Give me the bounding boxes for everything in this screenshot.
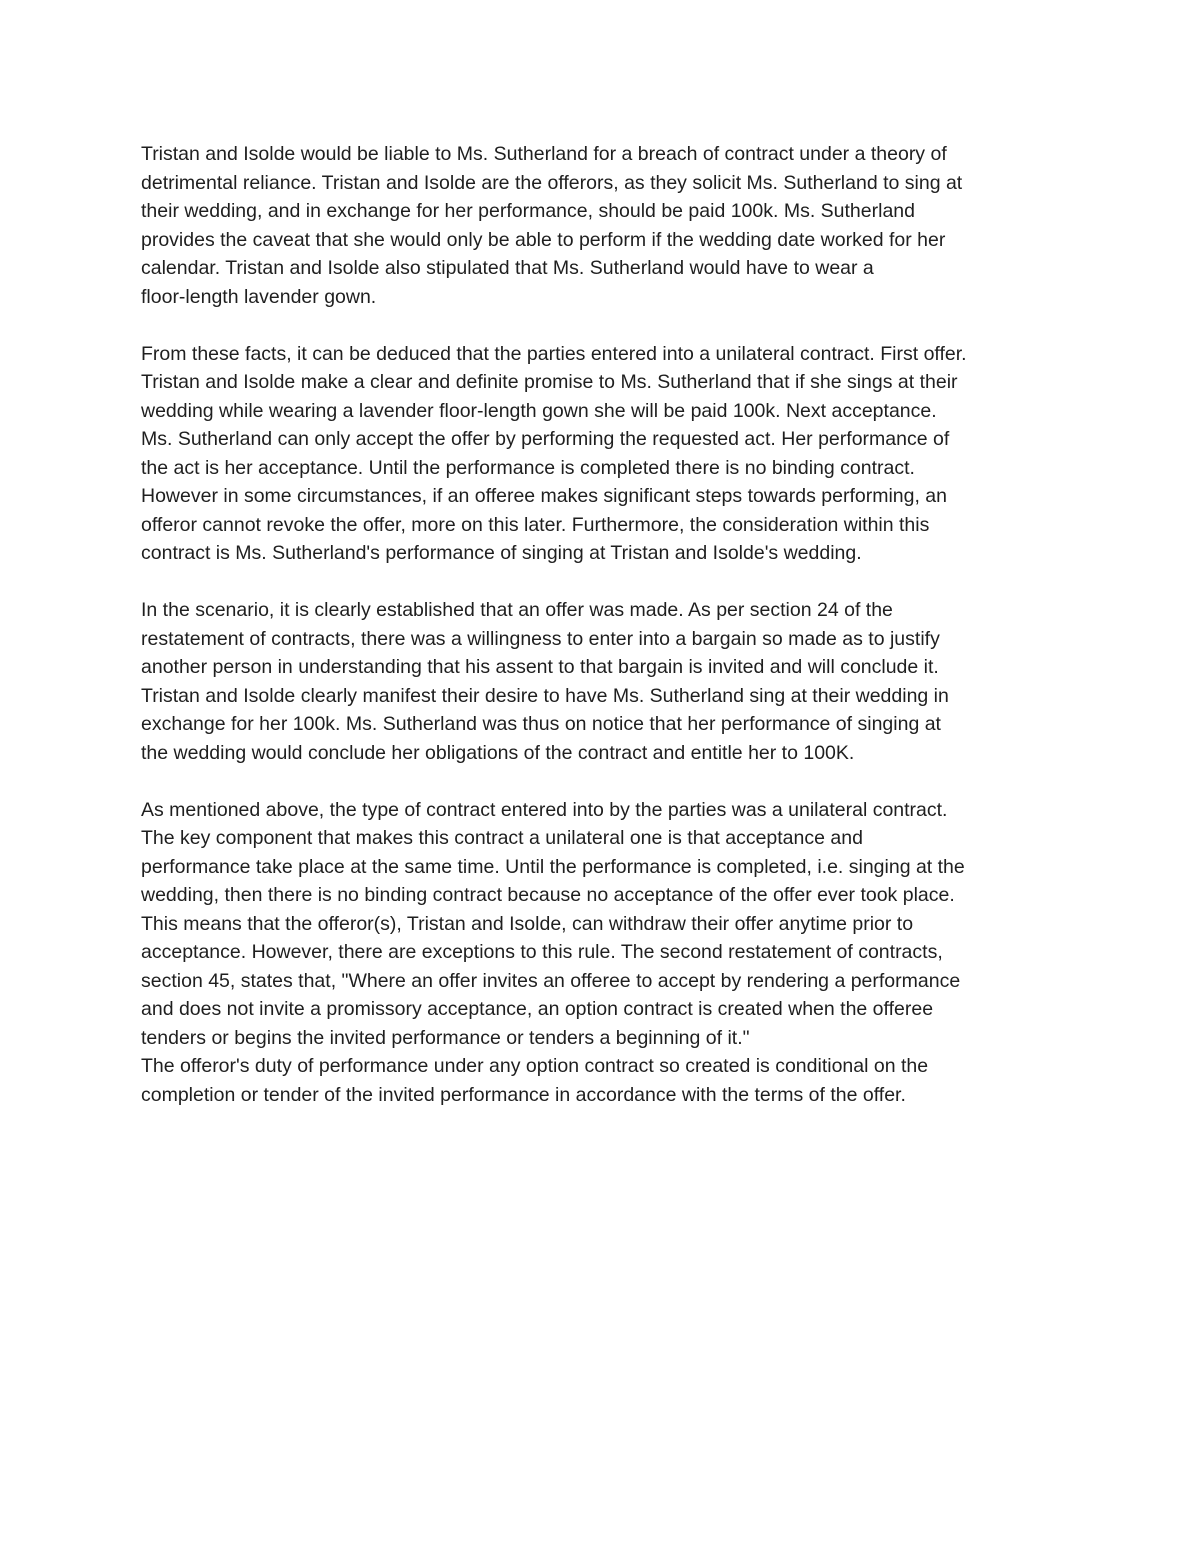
text-line: The key component that makes this contract a unilateral one is that acceptance and — [141, 827, 863, 849]
text-line: calendar. Tristan and Isolde also stipulated that Ms. Sutherland would have to wear a — [141, 257, 874, 279]
paragraph-1 — [141, 140, 1071, 311]
text-line: detrimental reliance. Tristan and Isolde are the offerors, as they solicit Ms. Sutherland to sing at — [141, 171, 963, 194]
text-line: wedding while wearing a lavender floor-length gown she will be paid 100k. Next acceptance. — [141, 399, 937, 422]
document-body — [141, 140, 1071, 1109]
text-line: performance take place at the same time. Until the performance is completed, i.e. singing at the — [141, 855, 965, 878]
text-line: another person in understanding that his assent to that bargain is invited and will conclude it. — [141, 656, 939, 678]
text-line: From these facts, it can be deduced that the parties entered into a unilateral contract. First offer. — [141, 342, 967, 365]
text-line: restatement of contracts, there was a willingness to enter into a bargain so made as to justify — [141, 627, 940, 650]
text-line: wedding, then there is no binding contract because no acceptance of the offer ever took place. — [141, 884, 955, 906]
text-line: provides the caveat that she would only be able to perform if the wedding date worked for her — [141, 228, 946, 251]
text-line: their wedding, and in exchange for her performance, should be paid 100k. Ms. Sutherland — [141, 200, 915, 222]
text-line: Tristan and Isolde clearly manifest their desire to have Ms. Sutherland sing at their wedding in — [141, 684, 949, 707]
text-line: completion or tender of the invited performance in accordance with the terms of the offer. — [141, 1083, 906, 1106]
text-line: and does not invite a promissory acceptance, an option contract is created when the offeree — [141, 998, 934, 1020]
text-line: offeror cannot revoke the offer, more on this later. Furthermore, the consideration within this — [141, 513, 930, 536]
text-line: tenders or begins the invited performance or tenders a beginning of it." — [141, 1026, 750, 1049]
text-line: This means that the offeror(s), Tristan and Isolde, can withdraw their offer anytime prior to — [141, 912, 914, 935]
text-line: the wedding would conclude her obligations of the contract and entitle her to 100K. — [141, 741, 855, 764]
text-line: floor-length lavender gown. — [141, 285, 377, 308]
paragraph-4 — [141, 796, 1071, 1110]
text-line: exchange for her 100k. Ms. Sutherland was thus on notice that her performance of singing at — [141, 713, 941, 735]
text-line: acceptance. However, there are exceptions to this rule. The second restatement of contracts, — [141, 941, 943, 963]
paragraph-2 — [141, 340, 1071, 568]
text-line: The offeror's duty of performance under any option contract so created is conditional on the — [141, 1055, 929, 1077]
text-line: As mentioned above, the type of contract entered into by the parties was a unilateral contract. — [141, 798, 948, 821]
text-line: Tristan and Isolde would be liable to Ms. Sutherland for a breach of contract under a theory of — [141, 143, 947, 165]
text-line: In the scenario, it is clearly established that an offer was made. As per section 24 of the — [141, 599, 893, 621]
text-line: However in some circumstances, if an offeree makes significant steps towards performing, an — [141, 485, 947, 507]
text-line: section 45, states that, "Where an offer invites an offeree to accept by rendering a performance — [141, 969, 961, 992]
paragraph-3 — [141, 596, 1071, 767]
text-line: the act is her acceptance. Until the performance is completed there is no binding contract. — [141, 456, 915, 479]
text-line: Ms. Sutherland can only accept the offer by performing the requested act. Her performance of — [141, 428, 950, 450]
text-line: Tristan and Isolde make a clear and definite promise to Ms. Sutherland that if she sings at their — [141, 371, 958, 393]
text-line: contract is Ms. Sutherland's performance of singing at Tristan and Isolde's wedding. — [141, 542, 862, 564]
